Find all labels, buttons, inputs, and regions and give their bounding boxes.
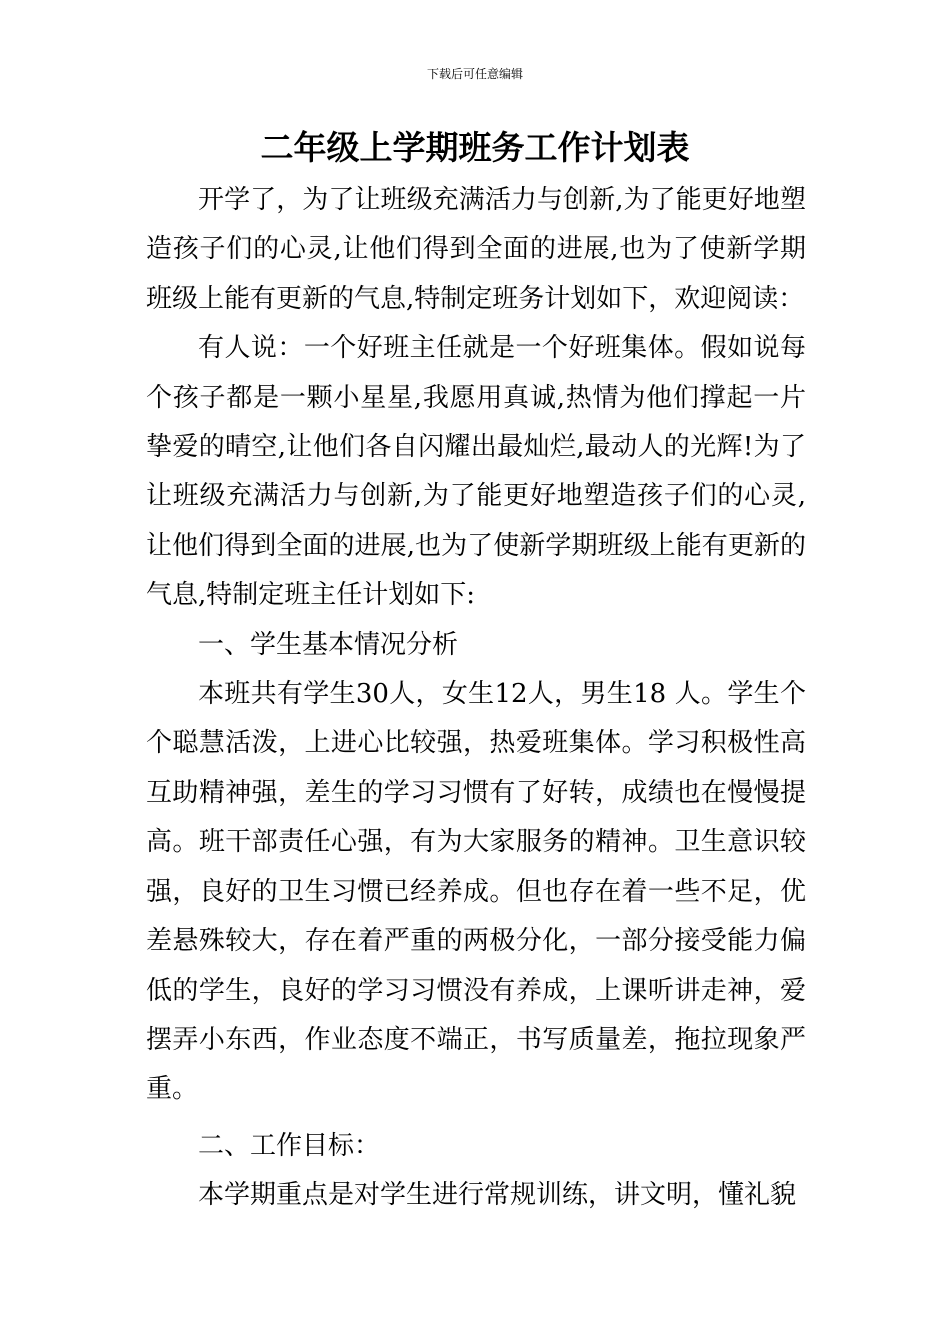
- section-heading-student-analysis: 一、学生基本情况分析: [198, 629, 459, 660]
- document-body: [146, 176, 806, 1221]
- paragraph-head-teacher: 有人说：一个好班主任就是一个好班集体。假如说每个孩子都是一颗小星星,我愿用真诚,热情为他们撑起一片挚爱的晴空,让他们各自闪耀出最灿烂,最动人的光辉!为了让班级充满活力与创新,为了能更好地塑造孩子们的心灵,让他们得到全面的进展,也为了使新学期班级上能有更新的气息,特制定班主任计划如下:: [146, 333, 806, 611]
- paragraph-work-goals: 本学期重点是对学生进行常规训练，讲文明，懂礼貌: [198, 1180, 797, 1211]
- document-title: 二年级上学期班务工作计划表: [260, 128, 690, 167]
- paragraph-student-analysis: 本班共有学生30人，女生12人，男生18 人。学生个个聪慧活泼，上进心比较强，热爱班集体。学习积极性高互助精神强，差生的学习习惯有了好转，成绩也在慢慢提高。班干部责任心强，有为大家服务的精神。卫生意识较强，良好的卫生习惯已经养成。但也存在着一些不足，优差悬殊较大，存在着严重的两极分化，一部分接受能力偏低的学生，良好的学习习惯没有养成，上课听讲走神，爱摆弄小东西，作业态度不端正，书写质量差，拖拉现象严重。: [146, 679, 806, 1105]
- section-heading-work-goals: 二、工作目标：: [198, 1130, 381, 1161]
- paragraph-intro: 开学了，为了让班级充满活力与创新,为了能更好地塑造孩子们的心灵,让他们得到全面的进展,也为了使新学期班级上能有更新的气息,特制定班务计划如下，欢迎阅读：: [146, 185, 806, 314]
- page-header-note: 下载后可任意编辑: [426, 67, 523, 81]
